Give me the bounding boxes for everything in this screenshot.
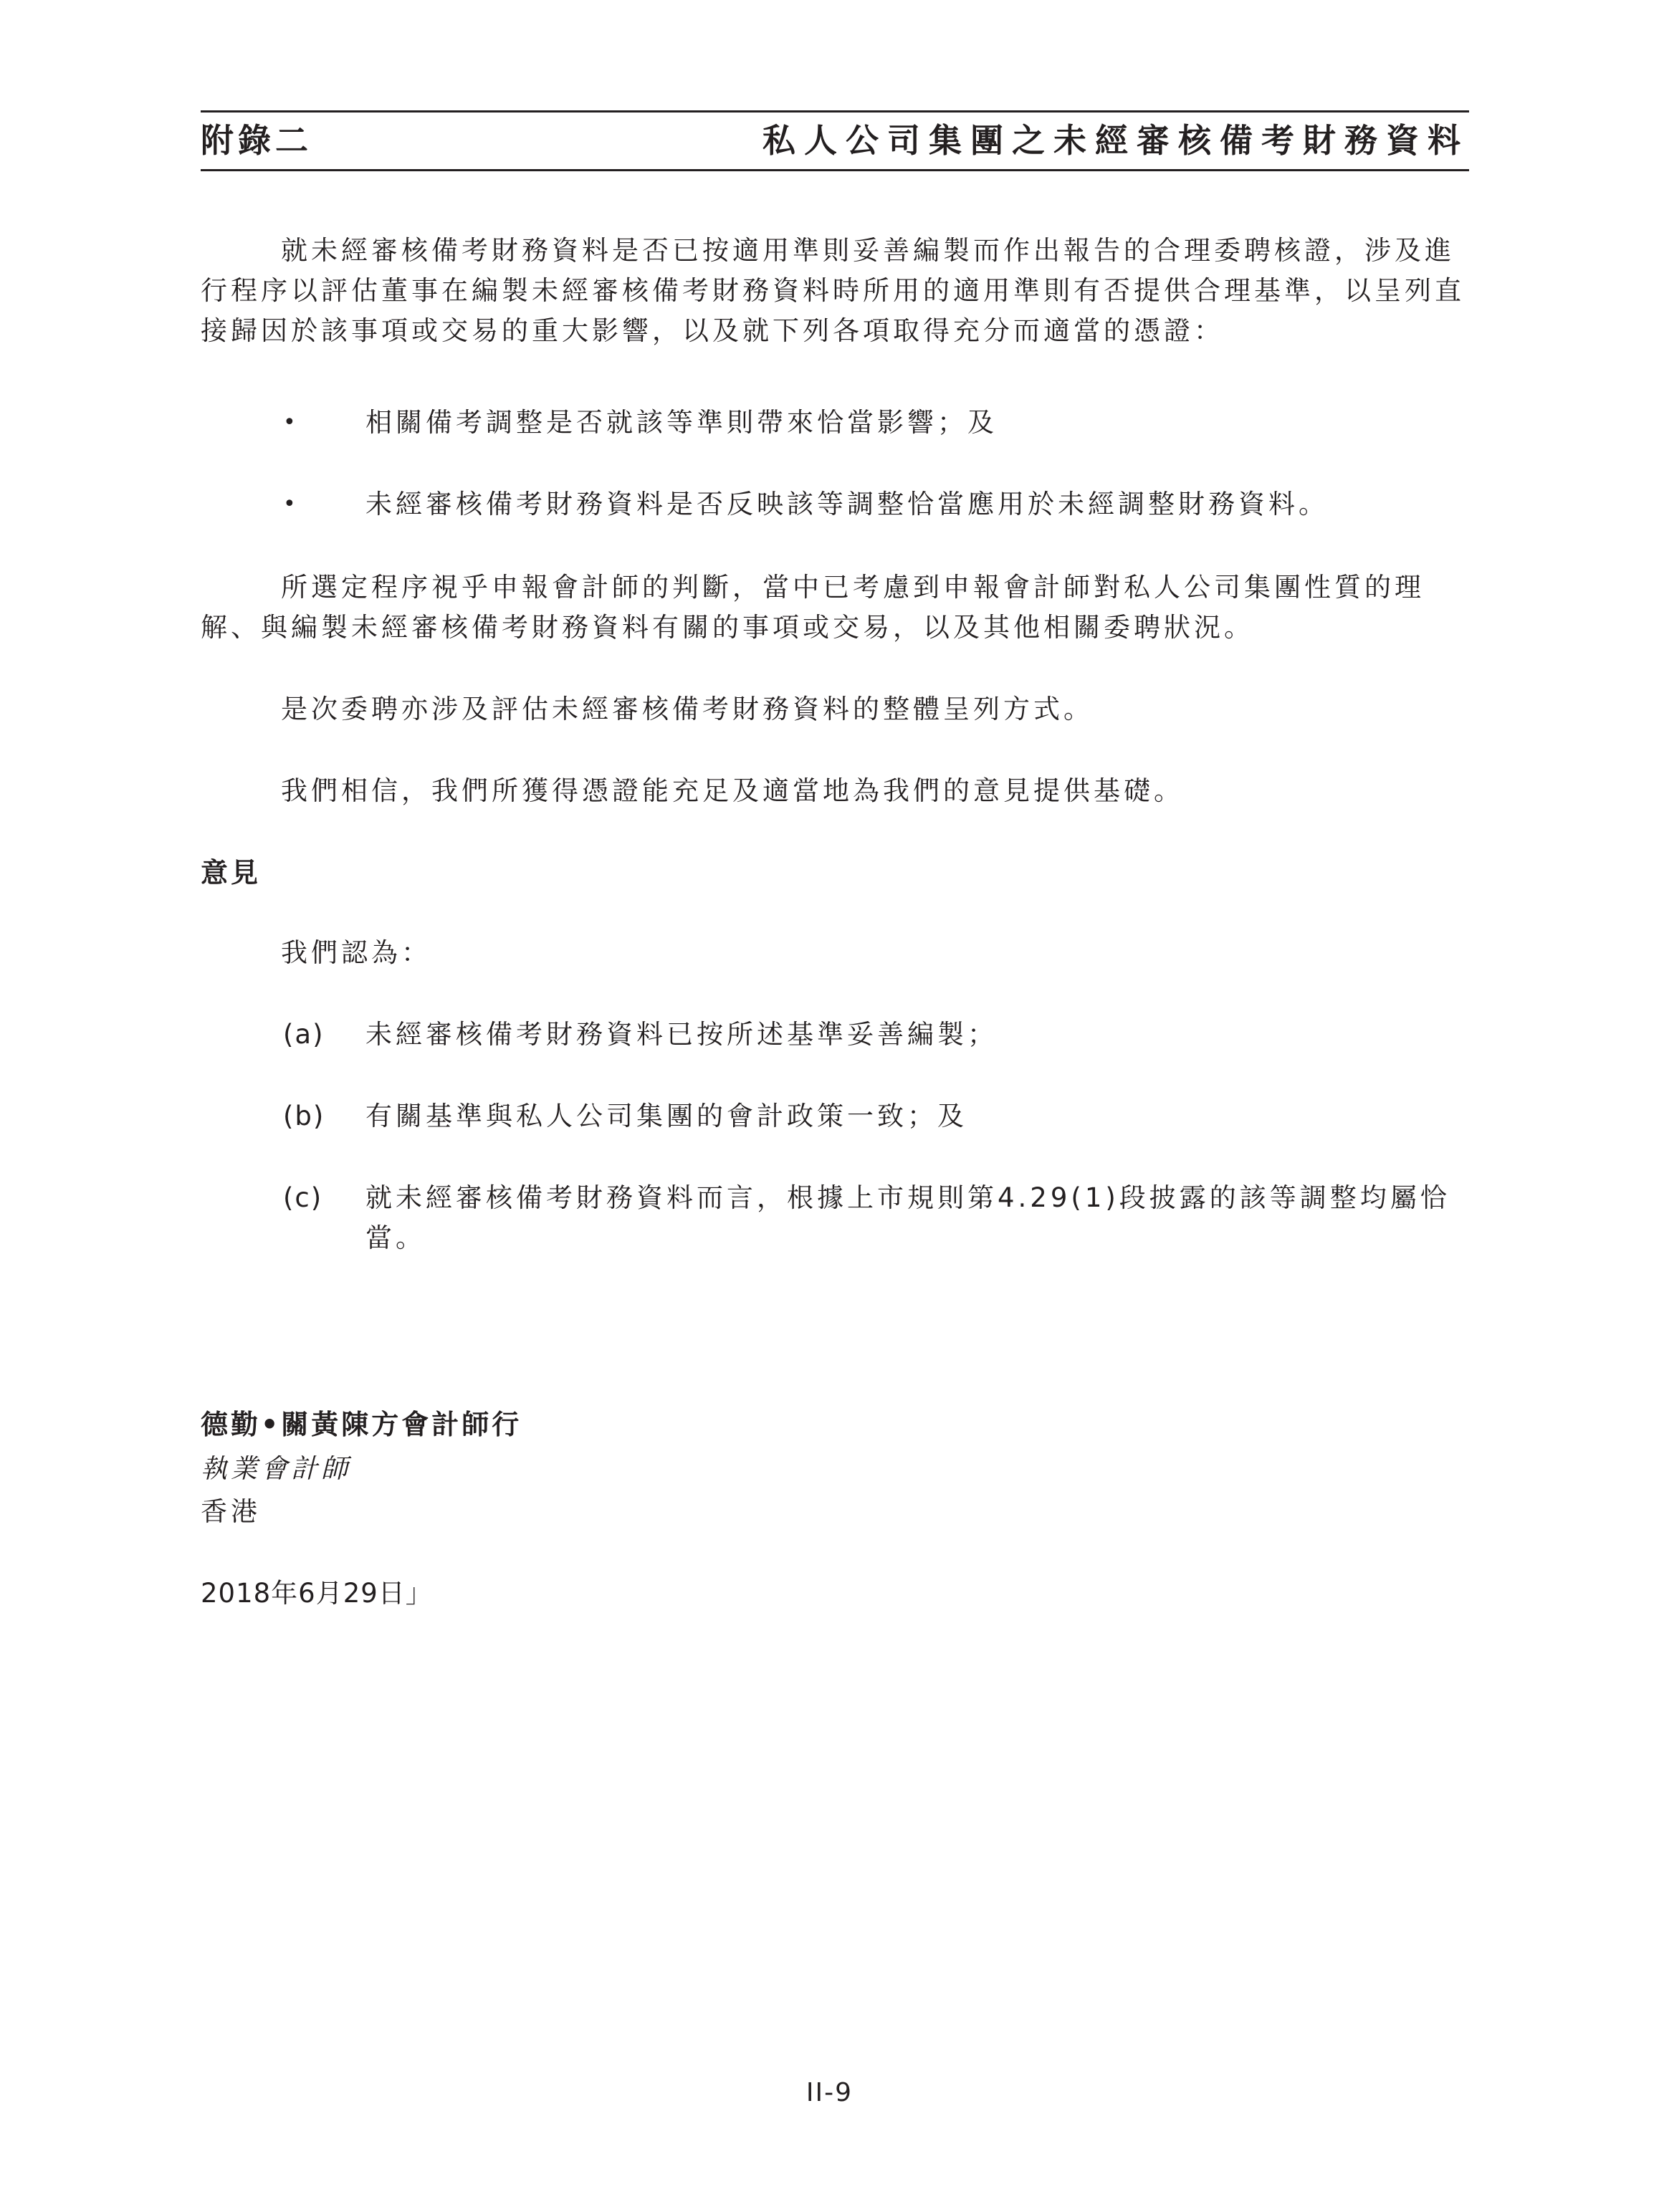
paragraph-presentation: 是次委聘亦涉及評估未經審核備考財務資料的整體呈列方式。	[281, 694, 1094, 724]
opinion-heading: 意見	[201, 857, 262, 889]
firm-location: 香港	[201, 1496, 261, 1527]
item-text: 未經審核備考財務資料已按所述基準妥善編製；	[365, 1019, 998, 1050]
paragraph-engagement: 就未經審核備考財務資料是否已按適用準則妥善編製而作出報告的合理委聘核證，涉及進行程序以評估董事在編製未經審核備考財務資料時所用的適用準則有否提供合理基準，以呈列直接歸因於該事項或交易的重大影響，以及就下列各項取得充分而適當的憑證：	[201, 235, 1465, 346]
bullet-symbol: •	[283, 492, 300, 517]
bullet-text: 未經審核備考財務資料是否反映該等調整恰當應用於未經調整財務資料。	[365, 489, 1329, 520]
opinion-intro: 我們認為：	[281, 937, 431, 968]
bullet-item	[283, 403, 1469, 443]
item-text: 有關基準與私人公司集團的會計政策一致；及	[365, 1101, 967, 1131]
header-top-rule	[201, 110, 1469, 112]
item-label: (a)	[283, 1019, 325, 1050]
opinion-item	[283, 1178, 1469, 1258]
report-date: 2018年6月29日」	[201, 1578, 433, 1609]
firm-name: 德勤•關黃陳方會計師行	[201, 1409, 522, 1440]
bullet-item	[283, 484, 1469, 525]
appendix-label: 附錄二	[201, 121, 312, 160]
opinion-item	[283, 1015, 1469, 1055]
opinion-item	[283, 1096, 1469, 1136]
item-label: (b)	[283, 1101, 325, 1131]
section-title: 私人公司集團之未經審核備考財務資料	[762, 121, 1469, 160]
paragraph-procedures: 所選定程序視乎申報會計師的判斷，當中已考慮到申報會計師對私人公司集團性質的理解、與編製未經審核備考財務資料有關的事項或交易，以及其他相關委聘狀況。	[201, 572, 1425, 643]
bullet-symbol: •	[283, 410, 300, 435]
paragraph-evidence: 我們相信，我們所獲得憑證能充足及適當地為我們的意見提供基礎。	[281, 775, 1184, 806]
page-number: II-9	[805, 2078, 854, 2107]
header-bottom-rule	[201, 169, 1469, 171]
firm-title: 執業會計師	[201, 1453, 351, 1484]
item-text: 就未經審核備考財務資料而言，根據上市規則第4.29(1)段披露的該等調整均屬恰當。	[365, 1182, 1450, 1253]
bullet-text: 相關備考調整是否就該等準則帶來恰當影響；及	[365, 407, 998, 438]
item-label: (c)	[283, 1182, 323, 1213]
